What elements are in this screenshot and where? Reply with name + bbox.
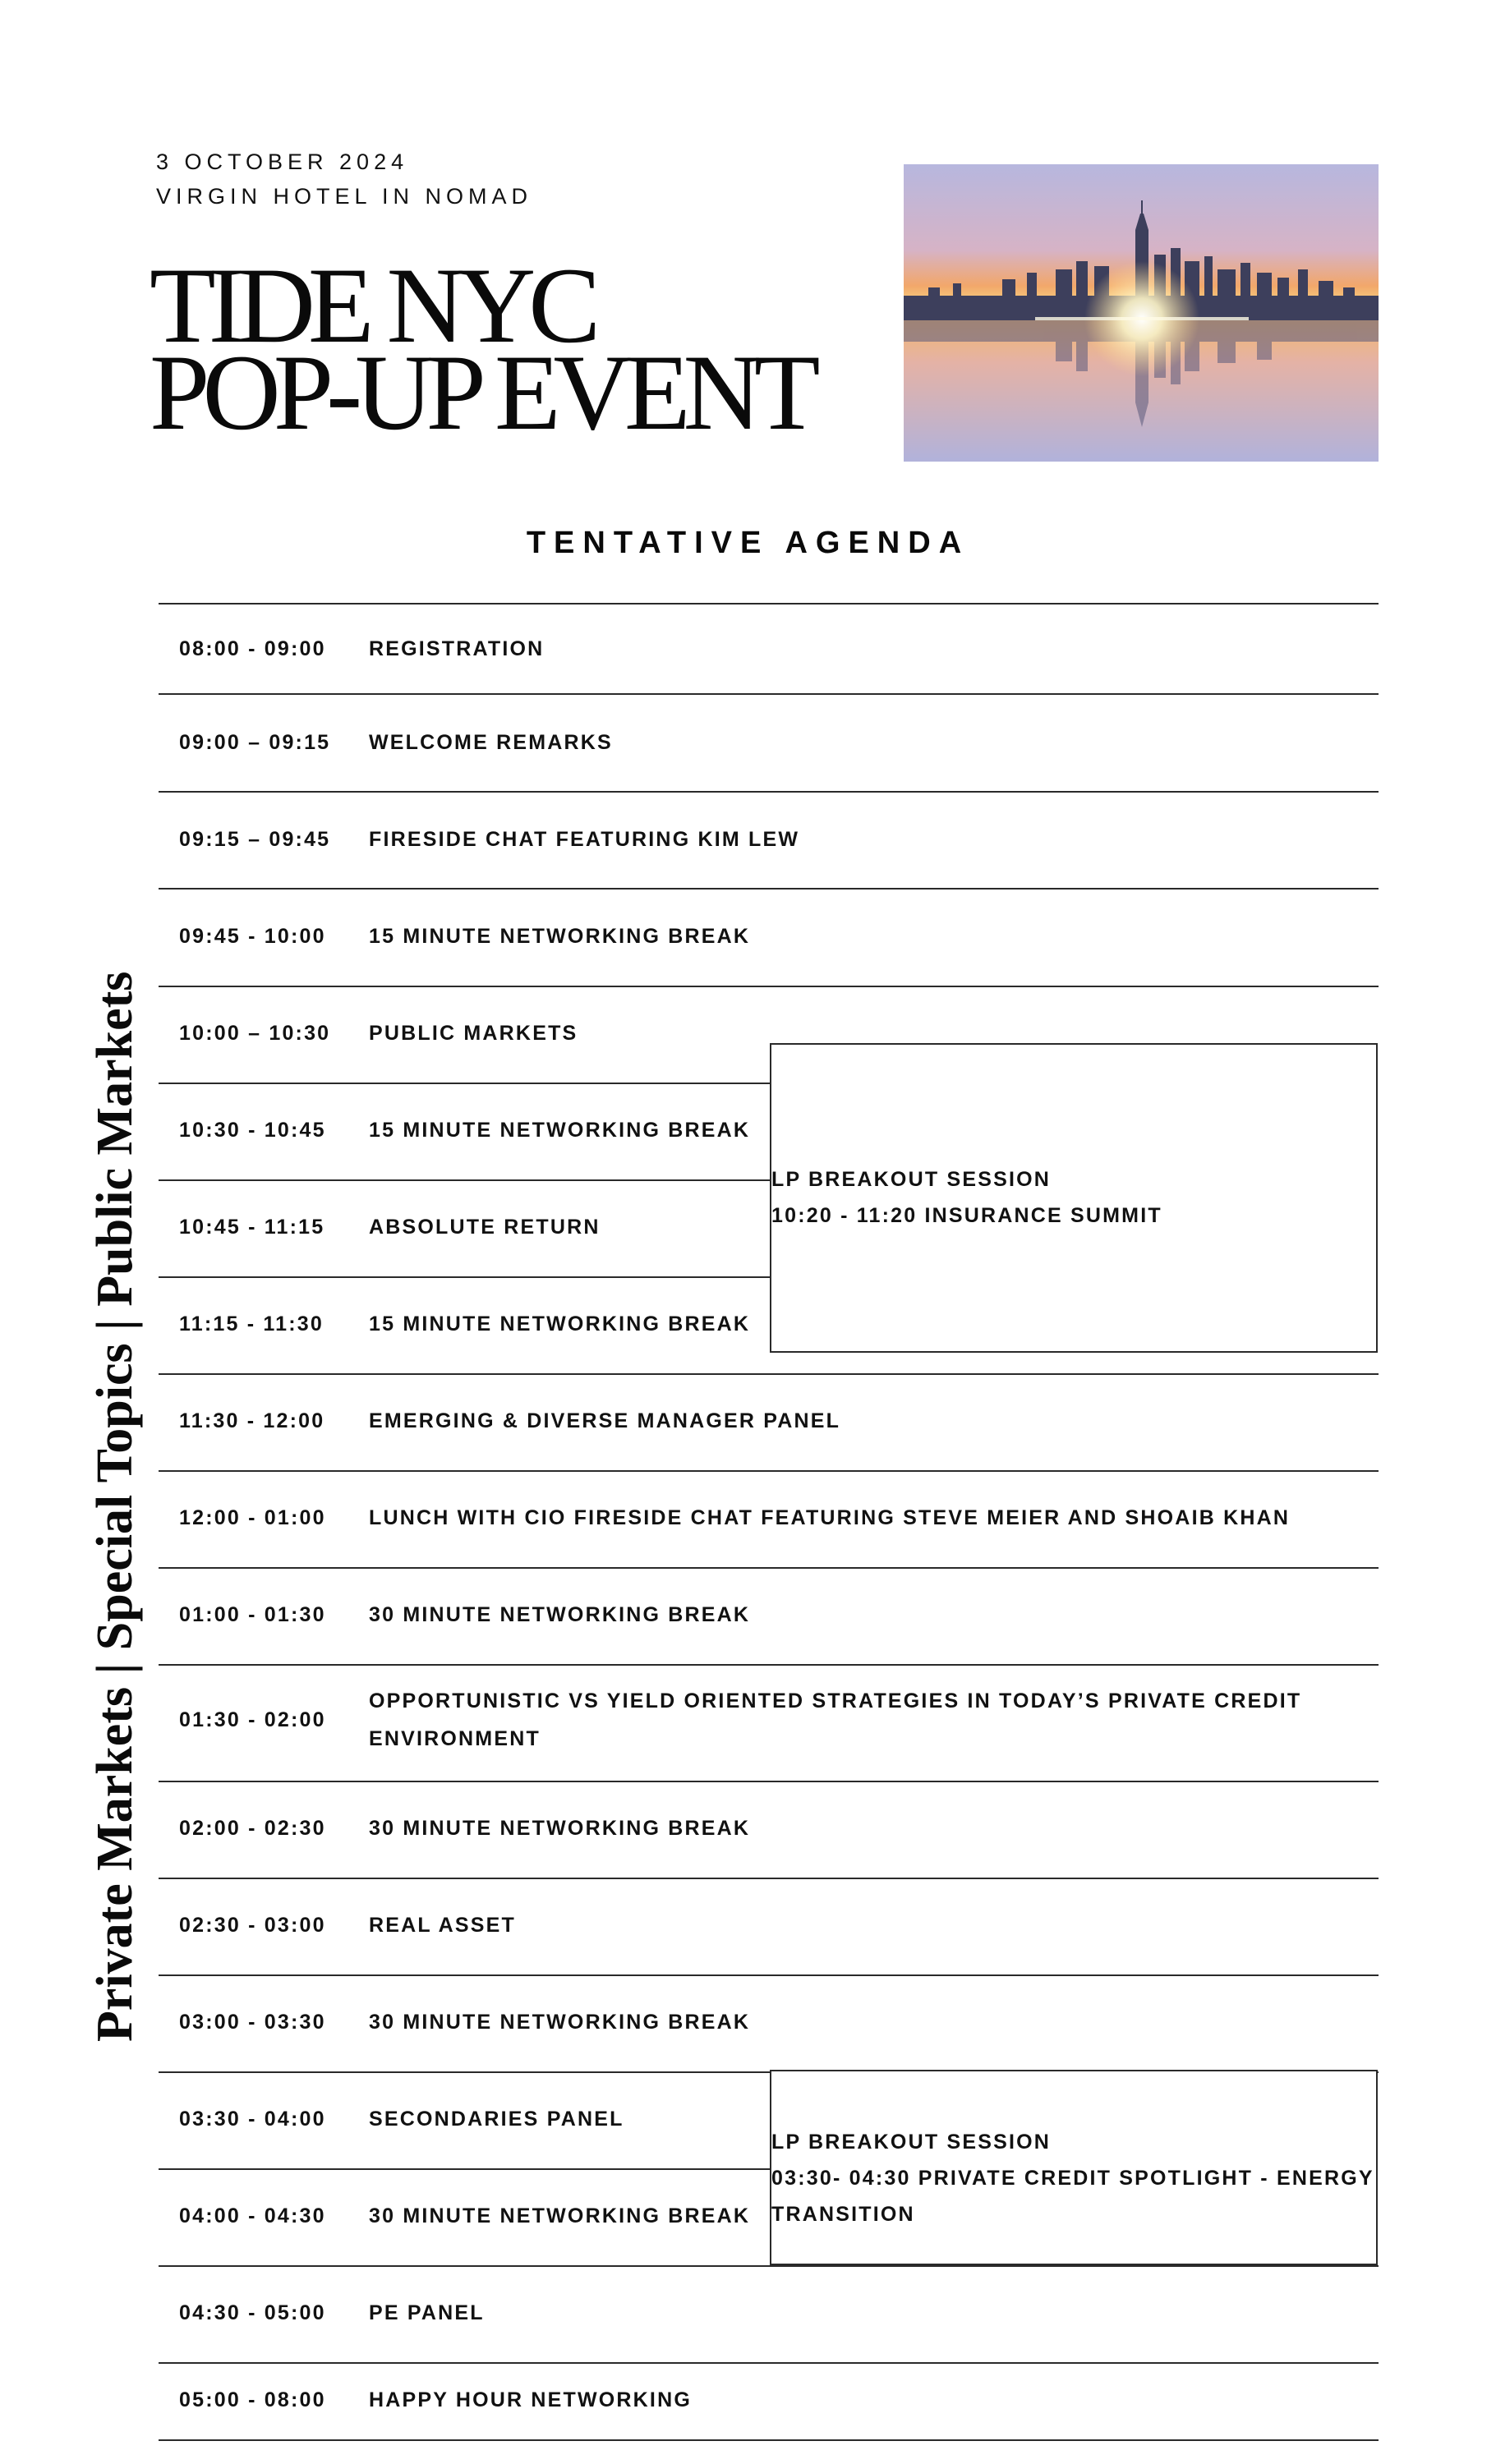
row-divider: [159, 693, 1379, 695]
row-label: 30 MINUTE NETWORKING BREAK: [369, 2011, 751, 2034]
row-time: 02:30 - 03:00: [179, 1914, 326, 1937]
row-time: 11:15 - 11:30: [179, 1312, 324, 1335]
row-time: 10:00 – 10:30: [179, 1022, 331, 1045]
row-label: LUNCH WITH CIO FIRESIDE CHAT FEATURING STEVE MEIER AND SHOAIB KHAN: [369, 1506, 1291, 1529]
row-divider: [159, 1083, 770, 1084]
row-divider: [159, 2362, 1379, 2364]
row-time: 05:00 - 08:00: [179, 2388, 326, 2411]
row-label: SECONDARIES PANEL: [369, 2108, 624, 2131]
agenda-heading: TENTATIVE AGENDA: [526, 526, 970, 560]
skyline-photo: [904, 164, 1379, 462]
row-divider: [159, 888, 1379, 890]
row-divider: [159, 1276, 770, 1278]
row-time: 09:00 – 09:15: [179, 731, 331, 754]
breakout-title: LP BREAKOUT SESSION: [771, 1168, 1051, 1191]
row-divider: [159, 791, 1379, 793]
row-divider: [159, 2168, 770, 2170]
row-label: FIRESIDE CHAT FEATURING KIM LEW: [369, 828, 800, 851]
row-time: 01:30 - 02:00: [179, 1708, 326, 1731]
row-divider: [159, 1878, 1379, 1879]
row-time: 04:30 - 05:00: [179, 2301, 326, 2324]
row-label: ABSOLUTE RETURN: [369, 1216, 601, 1239]
row-label: HAPPY HOUR NETWORKING: [369, 2388, 692, 2411]
row-divider: [159, 2265, 1379, 2267]
breakout-title: LP BREAKOUT SESSION: [771, 2131, 1051, 2154]
row-divider: [159, 1664, 1379, 1666]
row-time: 10:45 - 11:15: [179, 1216, 325, 1239]
breakout-box-private-credit: [770, 2070, 1378, 2265]
row-time: 01:00 - 01:30: [179, 1603, 326, 1626]
row-label: EMERGING & DIVERSE MANAGER PANEL: [369, 1409, 841, 1432]
row-time: 02:00 - 02:30: [179, 1817, 326, 1840]
row-label: REAL ASSET: [369, 1914, 516, 1937]
row-time: 11:30 - 12:00: [179, 1409, 325, 1432]
row-time: 10:30 - 10:45: [179, 1119, 326, 1142]
breakout-detail: 10:20 - 11:20 INSURANCE SUMMIT: [771, 1204, 1162, 1227]
row-label: 30 MINUTE NETWORKING BREAK: [369, 1603, 751, 1626]
row-divider: [159, 2439, 1379, 2441]
row-label: 15 MINUTE NETWORKING BREAK: [369, 925, 751, 948]
row-divider: [159, 603, 1379, 605]
row-divider: [159, 1470, 1379, 1472]
row-divider: [159, 986, 1379, 987]
event-date: 3 OCTOBER 2024: [156, 149, 409, 174]
event-venue: VIRGIN HOTEL IN NOMAD: [156, 184, 533, 209]
row-label: 30 MINUTE NETWORKING BREAK: [369, 2204, 751, 2227]
row-divider: [159, 1567, 1379, 1569]
row-label: 15 MINUTE NETWORKING BREAK: [369, 1312, 751, 1335]
row-label: PE PANEL: [369, 2301, 485, 2324]
row-divider: [159, 1179, 770, 1181]
row-label: WELCOME REMARKS: [369, 731, 613, 754]
row-label: 30 MINUTE NETWORKING BREAK: [369, 1817, 751, 1840]
row-time: 03:00 - 03:30: [179, 2011, 326, 2034]
row-time: 12:00 - 01:00: [179, 1506, 326, 1529]
event-title-line1: TIDE NYC: [150, 245, 594, 365]
row-time: 08:00 - 09:00: [179, 637, 326, 660]
row-divider: [159, 1974, 1379, 1976]
row-time: 09:45 - 10:00: [179, 925, 326, 948]
row-label: OPPORTUNISTIC VS YIELD ORIENTED STRATEGIES IN TODAY’S PRIVATE CREDIT ENVIRONMENT: [369, 1689, 1302, 1750]
row-divider: [159, 1373, 1379, 1375]
breakout-box-insurance-summit: [770, 1043, 1378, 1353]
row-label: 15 MINUTE NETWORKING BREAK: [369, 1119, 751, 1142]
track-side-label: Private Markets | Special Topics | Public Markets: [87, 971, 143, 2042]
event-title-line2: POP-UP EVENT: [150, 332, 813, 453]
row-label: REGISTRATION: [369, 637, 545, 660]
row-divider: [159, 1781, 1379, 1782]
row-time: 03:30 - 04:00: [179, 2108, 326, 2131]
row-label: PUBLIC MARKETS: [369, 1022, 578, 1045]
row-time: 09:15 – 09:45: [179, 828, 331, 851]
row-time: 04:00 - 04:30: [179, 2204, 326, 2227]
breakout-detail: 03:30- 04:30 PRIVATE CREDIT SPOTLIGHT - ENERGY TRANSITION: [771, 2167, 1374, 2226]
